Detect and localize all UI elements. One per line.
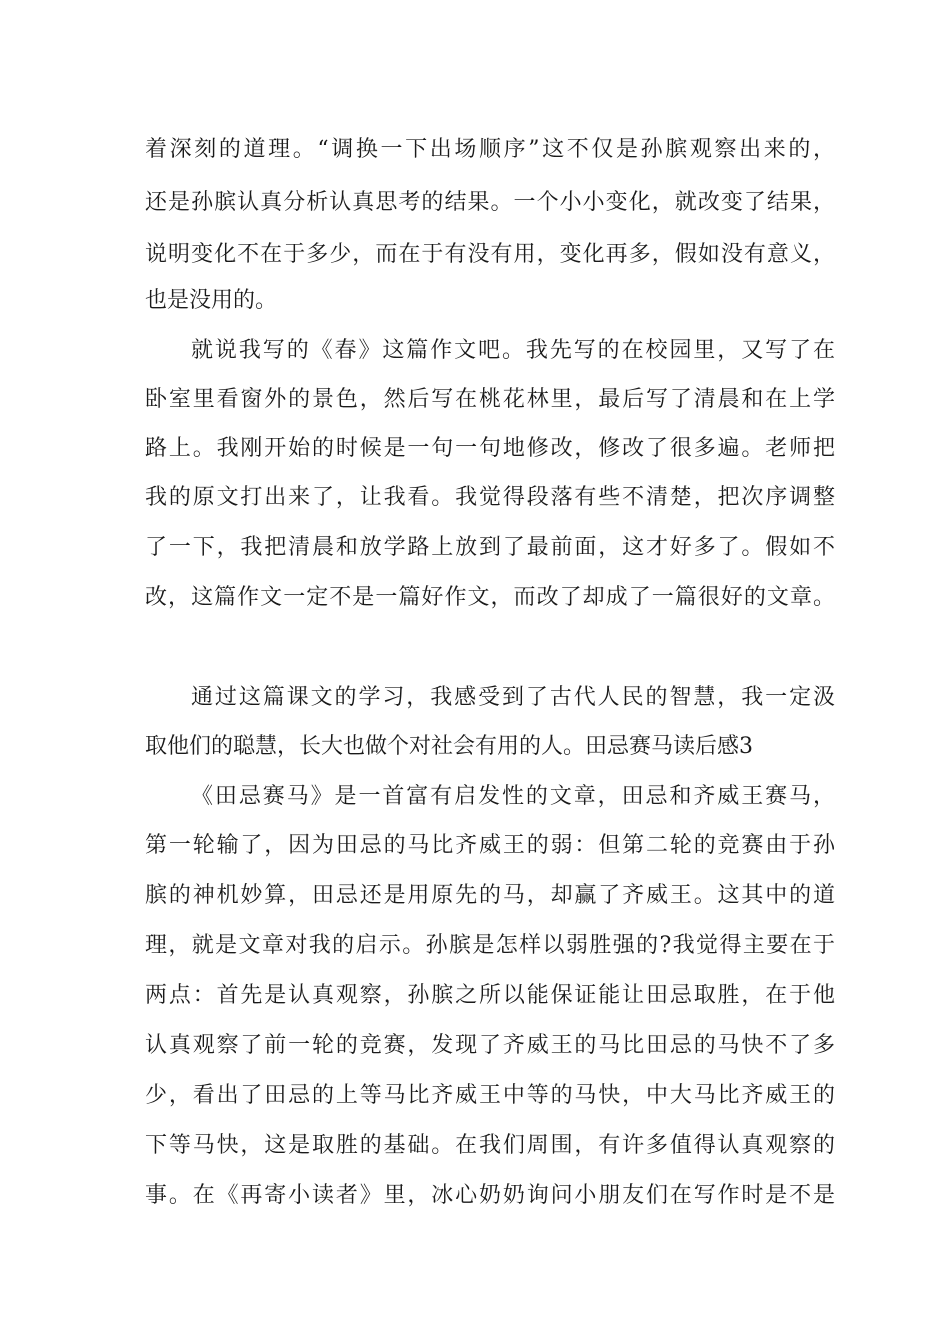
paragraph-2-line-4: 我的原文打出来了，让我看。我觉得段落有些不清楚，把次序调整 (145, 485, 835, 510)
paragraph-4-line-6: 认真观察了前一轮的竞赛，发现了齐威王的马比田忌的马快不了多 (145, 1033, 835, 1058)
paragraph-4-line-8: 下等马快，这是取胜的基础。在我们周围，有许多值得认真观察的 (145, 1133, 835, 1158)
paragraph-1-line-3: 说明变化不在于多少，而在于有没有用，变化再多，假如没有意义， (145, 242, 835, 267)
paragraph-4-line-2: 第一轮输了，因为田忌的马比齐威王的弱：但第二轮的竞赛由于孙 (145, 833, 835, 858)
paragraph-4-line-3: 膑的神机妙算，田忌还是用原先的马，却赢了齐威王。这其中的道 (145, 883, 835, 908)
paragraph-2-line-2: 卧室里看窗外的景色，然后写在桃花林里，最后写了清晨和在上学 (145, 387, 835, 412)
paragraph-2-line-6: 改，这篇作文一定不是一篇好作文，而改了却成了一篇很好的文章。 (145, 585, 835, 610)
paragraph-2-line-5: 了一下，我把清晨和放学路上放到了最前面，这才好多了。假如不 (145, 535, 835, 560)
paragraph-4-line-9: 事。在《再寄小读者》里，冰心奶奶询问小朋友们在写作时是不是 (145, 1183, 835, 1208)
paragraph-2-line-1: 就说我写的《春》这篇作文吧。我先写的在校园里，又写了在 (191, 338, 835, 363)
paragraph-1-line-2: 还是孙膑认真分析认真思考的结果。一个小小变化，就改变了结果， (145, 190, 835, 215)
paragraph-4-line-7: 少，看出了田忌的上等马比齐威王中等的马快，中大马比齐威王的 (145, 1083, 835, 1108)
paragraph-2-line-3: 路上。我刚开始的时候是一句一句地修改，修改了很多遍。老师把 (145, 436, 835, 461)
paragraph-4-line-1: 《田忌赛马》是一首富有启发性的文章，田忌和齐威王赛马， (191, 784, 835, 809)
paragraph-1-line-4: 也是没用的。 (145, 288, 278, 313)
paragraph-3-line-2: 取他们的聪慧，长大也做个对社会有用的人。田忌赛马读后感3 (145, 734, 753, 759)
paragraph-4-line-4: 理，就是文章对我的启示。孙膑是怎样以弱胜强的?我觉得主要在于 (145, 933, 835, 958)
paragraph-3-line-1: 通过这篇课文的学习，我感受到了古代人民的智慧，我一定汲 (191, 685, 835, 710)
paragraph-1-line-1: 着深刻的道理。“调换一下出场顺序”这不仅是孙膑观察出来的， (145, 137, 835, 162)
paragraph-4-line-5: 两点：首先是认真观察，孙膑之所以能保证能让田忌取胜，在于他 (145, 983, 835, 1008)
